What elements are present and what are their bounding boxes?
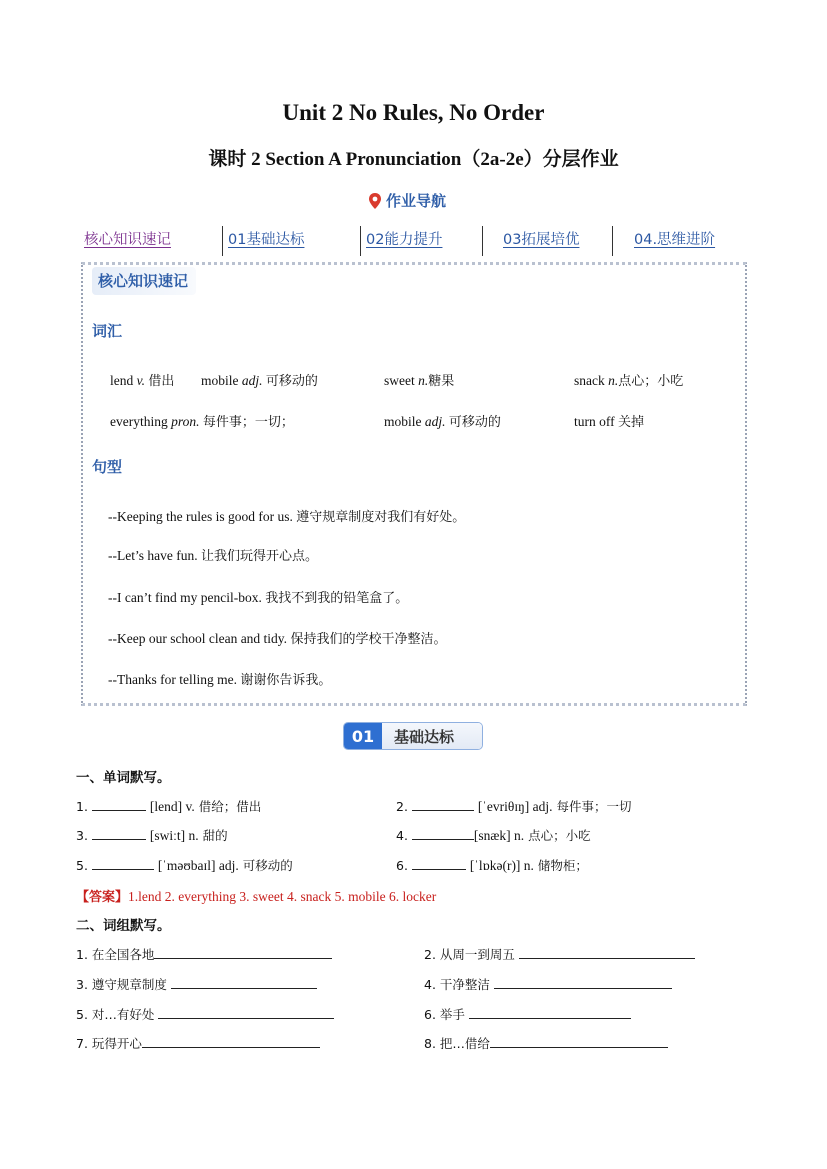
sentence-item: --I can’t find my pencil-box. 我找不到我的铅笔盒了。 xyxy=(108,590,409,606)
answer-blank[interactable] xyxy=(92,798,146,811)
word-question: 5. [ˈməʊbaɪl] adj. 可移动的 xyxy=(76,858,293,873)
answer-blank[interactable] xyxy=(171,976,317,989)
location-pin-icon xyxy=(367,192,383,210)
sentence-item: --Let’s have fun. 让我们玩得开心点。 xyxy=(108,548,318,564)
phrase-question: 4. 干净整洁 xyxy=(424,975,672,993)
phrase-question: 8. 把…借给 xyxy=(424,1034,668,1052)
answer-blank[interactable] xyxy=(494,976,672,989)
answer-blank[interactable] xyxy=(92,827,146,840)
answer-blank[interactable] xyxy=(158,1006,334,1019)
page-title: Unit 2 No Rules, No Order xyxy=(282,100,545,125)
vocab-heading: 词汇 xyxy=(92,322,123,340)
vocab-item: mobile adj. 可移动的 xyxy=(201,373,318,389)
vocab-item: snack n.点心；小吃 xyxy=(574,373,684,389)
sentence-heading: 句型 xyxy=(92,458,123,476)
core-knowledge-tag: 核心知识速记 xyxy=(92,267,196,295)
badge-number: 01 xyxy=(344,723,382,749)
word-question: 4. [snæk] n. 点心；小吃 xyxy=(396,828,591,843)
answer-blank[interactable] xyxy=(412,857,466,870)
answer-blank[interactable] xyxy=(154,946,332,959)
answer-blank[interactable] xyxy=(142,1035,320,1048)
answer-blank[interactable] xyxy=(519,946,695,959)
word-question: 3. [swiːt] n. 甜的 xyxy=(76,828,228,843)
answer-blank[interactable] xyxy=(469,1006,631,1019)
part2-heading: 二、词组默写。 xyxy=(76,918,171,934)
nav-link-core-knowledge[interactable]: 核心知识速记 xyxy=(84,232,171,248)
phrase-question: 7. 玩得开心 xyxy=(76,1034,320,1052)
phrase-question: 3. 遵守规章制度 xyxy=(76,975,317,993)
page-subtitle: 课时 2 Section A Pronunciation（2a-2e）分层作业 xyxy=(208,149,619,170)
sentence-item: --Keeping the rules is good for us. 遵守规章制度对我们有好处。 xyxy=(108,509,466,525)
nav-divider xyxy=(360,226,361,256)
phrase-question: 1. 在全国各地 xyxy=(76,945,332,963)
answer-blank[interactable] xyxy=(412,798,474,811)
homework-navbar xyxy=(80,228,740,258)
nav-link-01[interactable]: 01基础达标 xyxy=(228,232,305,248)
nav-divider xyxy=(222,226,223,256)
word-question: 2. [ˈevriθɪŋ] adj. 每件事；一切 xyxy=(396,799,632,814)
nav-divider xyxy=(612,226,613,256)
vocab-item: mobile adj. 可移动的 xyxy=(384,414,501,430)
nav-link-04[interactable]: 04.思维进阶 xyxy=(634,232,716,248)
section-01-badge xyxy=(343,722,483,750)
vocab-item: sweet n.糖果 xyxy=(384,373,455,389)
part1-heading: 一、单词默写。 xyxy=(76,770,171,786)
nav-divider xyxy=(482,226,483,256)
vocab-item: lend v. 借出 xyxy=(110,373,175,389)
answer-blank[interactable] xyxy=(412,827,474,840)
phrase-question: 5. 对…有好处 xyxy=(76,1005,334,1023)
answer-blank[interactable] xyxy=(490,1035,668,1048)
nav-heading-label: 作业导航 xyxy=(386,192,447,210)
vocab-item: turn off 关掉 xyxy=(574,414,645,430)
phrase-question: 2. 从周一到周五 xyxy=(424,945,695,963)
sentence-item: --Keep our school clean and tidy. 保持我们的学校干净整洁。 xyxy=(108,631,447,647)
answer-line: 【答案】1.lend 2. everything 3. sweet 4. snack 5. mobile 6. locker xyxy=(76,889,437,905)
word-question: 1. [lend] v. 借给；借出 xyxy=(76,799,262,814)
nav-link-03[interactable]: 03拓展培优 xyxy=(503,232,580,248)
answer-blank[interactable] xyxy=(92,857,154,870)
homework-nav-heading xyxy=(367,190,446,211)
sentence-item: --Thanks for telling me. 谢谢你告诉我。 xyxy=(108,672,332,688)
word-question: 6. [ˈlɒkə(r)] n. 储物柜； xyxy=(396,858,588,873)
nav-link-02[interactable]: 02能力提升 xyxy=(366,232,443,248)
vocab-item: everything pron. 每件事；一切； xyxy=(110,414,294,430)
badge-label: 基础达标 xyxy=(382,723,482,749)
phrase-question: 6. 举手 xyxy=(424,1005,631,1023)
